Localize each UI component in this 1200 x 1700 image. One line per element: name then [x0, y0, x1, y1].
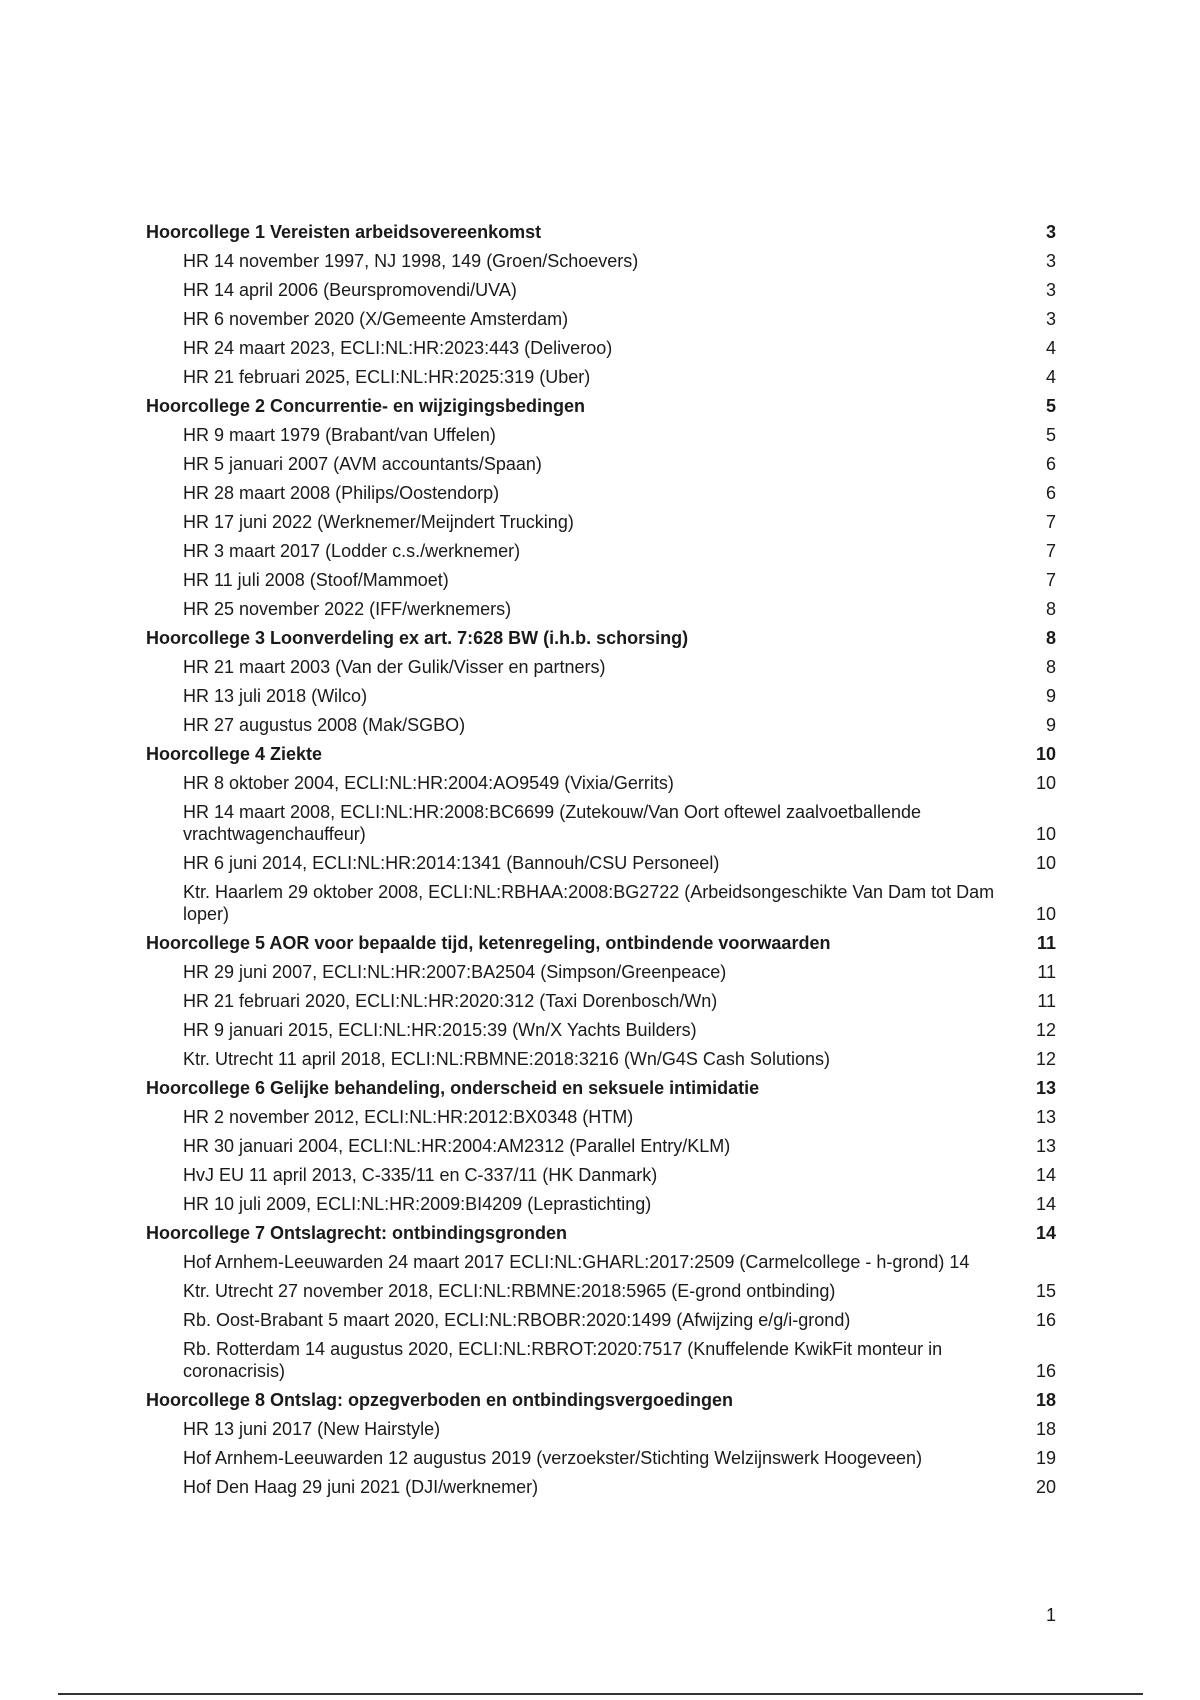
toc-entry-page: 10 [1035, 824, 1056, 844]
toc-entry-title: HR 2 november 2012, ECLI:NL:HR:2012:BX0348 (HTM) [183, 1107, 634, 1127]
toc-entry-link[interactable] [146, 1193, 1056, 1215]
toc-entry-link[interactable] [146, 714, 1056, 736]
toc-heading-title: Hoorcollege 6 Gelijke behandeling, onderscheid en seksuele intimidatie [146, 1078, 760, 1098]
toc-entry-link[interactable] [146, 337, 1056, 359]
toc-entry-link[interactable] [146, 1338, 1056, 1382]
toc-entry-page: 14 [1035, 1165, 1056, 1185]
toc-entry-page: 3 [1045, 280, 1056, 300]
toc-entry-page: 9 [1045, 715, 1056, 735]
toc-entry-link[interactable] [146, 961, 1056, 983]
toc-entry-title: HR 10 juli 2009, ECLI:NL:HR:2009:BI4209 (Leprastichting) [183, 1194, 652, 1214]
toc-entry-link[interactable] [146, 482, 1056, 504]
toc-entry-link[interactable] [146, 801, 1056, 845]
toc-entry-page: 6 [1045, 454, 1056, 474]
toc-entry-page: 10 [1035, 853, 1056, 873]
toc-entry-link[interactable] [146, 656, 1056, 678]
toc-entry-link[interactable] [146, 990, 1056, 1012]
toc-entry-title: HR 14 november 1997, NJ 1998, 149 (Groen/Schoevers) [183, 251, 639, 271]
toc-entry-page: 20 [1035, 1477, 1056, 1497]
toc-entry-page: 16 [1035, 1310, 1056, 1330]
toc-section [146, 395, 1056, 620]
toc-entry-link[interactable] [146, 1309, 1056, 1331]
toc-heading-page: 18 [1035, 1390, 1056, 1410]
toc-entry-page: 4 [1045, 338, 1056, 358]
toc-heading-link[interactable] [146, 395, 1056, 417]
page-number: 1 [1045, 1605, 1056, 1625]
toc-entry-page: 12 [1035, 1020, 1056, 1040]
toc-heading-title: Hoorcollege 5 AOR voor bepaalde tijd, ketenregeling, ontbindende voorwaarden [146, 933, 831, 953]
toc-entry-page: 3 [1045, 309, 1056, 329]
toc-heading-link[interactable] [146, 932, 1056, 954]
toc-entry-link[interactable] [146, 1251, 1056, 1273]
toc-heading-title: Hoorcollege 1 Vereisten arbeidsovereenkomst [146, 222, 542, 242]
toc-entry-title: HR 21 februari 2025, ECLI:NL:HR:2025:319 (Uber) [183, 367, 591, 387]
toc-entry-title: HR 5 januari 2007 (AVM accountants/Spaan) [183, 454, 542, 474]
toc-entry-title: HR 21 maart 2003 (Van der Gulik/Visser en partners) [183, 657, 606, 677]
toc-heading-title: Hoorcollege 7 Ontslagrecht: ontbindingsgronden [146, 1223, 568, 1243]
toc-heading-link[interactable] [146, 1389, 1056, 1411]
toc-section [146, 1389, 1056, 1498]
toc-entry-title: HR 8 oktober 2004, ECLI:NL:HR:2004:AO9549 (Vixia/Gerrits) [183, 773, 674, 793]
toc-section [146, 627, 1056, 736]
toc-entry-title: HR 28 maart 2008 (Philips/Oostendorp) [183, 483, 500, 503]
toc-entry-link[interactable] [146, 250, 1056, 272]
toc-entry-link[interactable] [146, 772, 1056, 794]
toc-entry-link[interactable] [146, 881, 1056, 925]
toc-entry-title: Rb. Oost-Brabant 5 maart 2020, ECLI:NL:RBOBR:2020:1499 (Afwijzing e/g/i-grond) [183, 1310, 851, 1330]
toc-heading-link[interactable] [146, 1077, 1056, 1099]
toc-heading-title: Hoorcollege 8 Ontslag: opzegverboden en ontbindingsvergoedingen [146, 1390, 734, 1410]
toc-entry-page: 8 [1045, 599, 1056, 619]
toc-entry-page: 16 [1035, 1361, 1056, 1381]
toc-heading-page: 10 [1035, 744, 1056, 764]
toc-entry-page: 6 [1045, 483, 1056, 503]
toc-entry-page: 11 [1037, 991, 1056, 1011]
toc-entry-link[interactable] [146, 1418, 1056, 1440]
toc-entry-title: HR 13 juni 2017 (New Hairstyle) [183, 1419, 441, 1439]
toc-entry-title: HR 17 juni 2022 (Werknemer/Meijndert Trucking) [183, 512, 574, 532]
toc-entry-link[interactable] [146, 540, 1056, 562]
toc-heading-link[interactable] [146, 221, 1056, 243]
toc-entry-title: HR 6 juni 2014, ECLI:NL:HR:2014:1341 (Bannouh/CSU Personeel) [183, 853, 720, 873]
toc-entry-link[interactable] [146, 569, 1056, 591]
toc-heading-page: 5 [1045, 396, 1056, 416]
toc-section [146, 743, 1056, 925]
toc-entry-link[interactable] [146, 453, 1056, 475]
toc-heading-link[interactable] [146, 1222, 1056, 1244]
toc-heading-page: 14 [1035, 1223, 1056, 1243]
toc-entry-page: 19 [1035, 1448, 1056, 1468]
toc-entry-page: 14 [1035, 1194, 1056, 1214]
toc-entry-page: 9 [1045, 686, 1056, 706]
toc-entry-title: HR 11 juli 2008 (Stoof/Mammoet) [183, 570, 449, 590]
toc-section [146, 1077, 1056, 1215]
toc-entry-title: HR 29 juni 2007, ECLI:NL:HR:2007:BA2504 (Simpson/Greenpeace) [183, 962, 727, 982]
toc-heading-link[interactable] [146, 627, 1056, 649]
toc-entry-page: 13 [1035, 1107, 1056, 1127]
toc-entry-title: HR 6 november 2020 (X/Gemeente Amsterdam) [183, 309, 569, 329]
toc-entry-page: 15 [1035, 1281, 1056, 1301]
toc-entry-title: Ktr. Utrecht 11 april 2018, ECLI:NL:RBMNE:2018:3216 (Wn/G4S Cash Solutions) [183, 1049, 830, 1069]
toc-entry-title: HR 30 januari 2004, ECLI:NL:HR:2004:AM2312 (Parallel Entry/KLM) [183, 1136, 731, 1156]
toc-entry-title: HR 13 juli 2018 (Wilco) [183, 686, 368, 706]
table-of-contents [146, 221, 1056, 1505]
toc-heading-title: Hoorcollege 2 Concurrentie- en wijzigingsbedingen [146, 396, 586, 416]
toc-section [146, 932, 1056, 1070]
toc-entry-link[interactable] [146, 598, 1056, 620]
toc-heading-page: 11 [1036, 933, 1056, 953]
toc-heading-title: Hoorcollege 4 Ziekte [146, 744, 323, 764]
toc-entry-title: Hof Den Haag 29 juni 2021 (DJI/werknemer) [183, 1477, 539, 1497]
toc-entry-title: Hof Arnhem-Leeuwarden 12 augustus 2019 (verzoekster/Stichting Welzijnswerk Hoogeveen) [183, 1448, 923, 1468]
footer-divider [58, 1693, 1143, 1695]
toc-entry-title: HR 9 maart 1979 (Brabant/van Uffelen) [183, 425, 496, 445]
toc-entry-page: 7 [1045, 570, 1056, 590]
toc-entry-page: 12 [1035, 1049, 1056, 1069]
toc-entry-title: HvJ EU 11 april 2013, C-335/11 en C-337/11 (HK Danmark) [183, 1165, 658, 1185]
toc-entry-page: 3 [1045, 251, 1056, 271]
toc-entry-page: 10 [1035, 773, 1056, 793]
toc-entry-link[interactable] [146, 685, 1056, 707]
toc-entry-title: HR 21 februari 2020, ECLI:NL:HR:2020:312 (Taxi Dorenbosch/Wn) [183, 991, 718, 1011]
toc-entry-page: 5 [1045, 425, 1056, 445]
toc-entry-link[interactable] [146, 1019, 1056, 1041]
toc-entry-title: HR 25 november 2022 (IFF/werknemers) [183, 599, 512, 619]
toc-entry-link[interactable] [146, 308, 1056, 330]
toc-entry-link[interactable] [146, 1164, 1056, 1186]
toc-entry-title: Ktr. Utrecht 27 november 2018, ECLI:NL:RBMNE:2018:5965 (E-grond ontbinding) [183, 1281, 836, 1301]
toc-entry-page: 13 [1035, 1136, 1056, 1156]
toc-entry-title: HR 24 maart 2023, ECLI:NL:HR:2023:443 (Deliveroo) [183, 338, 613, 358]
toc-entry-page: 18 [1035, 1419, 1056, 1439]
toc-entry-link[interactable] [146, 279, 1056, 301]
toc-entry-link[interactable] [146, 852, 1056, 874]
toc-section [146, 1222, 1056, 1382]
toc-entry-link[interactable] [146, 511, 1056, 533]
toc-heading-page: 3 [1045, 222, 1056, 242]
toc-entry-page: 4 [1045, 367, 1056, 387]
toc-entry-title: Ktr. Haarlem 29 oktober 2008, ECLI:NL:RBHAA:2008:BG2722 (Arbeidsongeschikte Van Dam tot Dam loper) [183, 882, 995, 924]
toc-entry-link[interactable] [146, 424, 1056, 446]
toc-entry-link[interactable] [146, 1135, 1056, 1157]
toc-entry-link[interactable] [146, 1106, 1056, 1128]
toc-entry-page: 7 [1045, 512, 1056, 532]
toc-entry-title: Hof Arnhem-Leeuwarden 24 maart 2017 ECLI:NL:GHARL:2017:2509 (Carmelcollege - h-grond) 14 [183, 1252, 970, 1272]
toc-entry-page: 8 [1045, 657, 1056, 677]
toc-heading-title: Hoorcollege 3 Loonverdeling ex art. 7:628 BW (i.h.b. schorsing) [146, 628, 689, 648]
toc-entry-title: HR 3 maart 2017 (Lodder c.s./werknemer) [183, 541, 521, 561]
toc-entry-link[interactable] [146, 1447, 1056, 1469]
toc-entry-page: 7 [1045, 541, 1056, 561]
toc-heading-page: 8 [1045, 628, 1056, 648]
toc-entry-page: 10 [1035, 904, 1056, 924]
toc-entry-link[interactable] [146, 1476, 1056, 1498]
toc-entry-page: 11 [1037, 962, 1056, 982]
toc-entry-link[interactable] [146, 1048, 1056, 1070]
toc-entry-title: HR 14 april 2006 (Beurspromovendi/UVA) [183, 280, 517, 300]
toc-entry-title: HR 27 augustus 2008 (Mak/SGBO) [183, 715, 466, 735]
toc-entry-link[interactable] [146, 1280, 1056, 1302]
toc-heading-link[interactable] [146, 743, 1056, 765]
toc-entry-link[interactable] [146, 366, 1056, 388]
toc-entry-title: HR 14 maart 2008, ECLI:NL:HR:2008:BC6699 (Zutekouw/Van Oort oftewel zaalvoetballende vrachtwagenchauffeur) [183, 802, 922, 844]
toc-heading-page: 13 [1035, 1078, 1056, 1098]
toc-entry-title: HR 9 januari 2015, ECLI:NL:HR:2015:39 (Wn/X Yachts Builders) [183, 1020, 697, 1040]
toc-entry-title: Rb. Rotterdam 14 augustus 2020, ECLI:NL:RBROT:2020:7517 (Knuffelende KwikFit monteur in coronacrisis) [183, 1339, 943, 1381]
toc-section [146, 221, 1056, 388]
